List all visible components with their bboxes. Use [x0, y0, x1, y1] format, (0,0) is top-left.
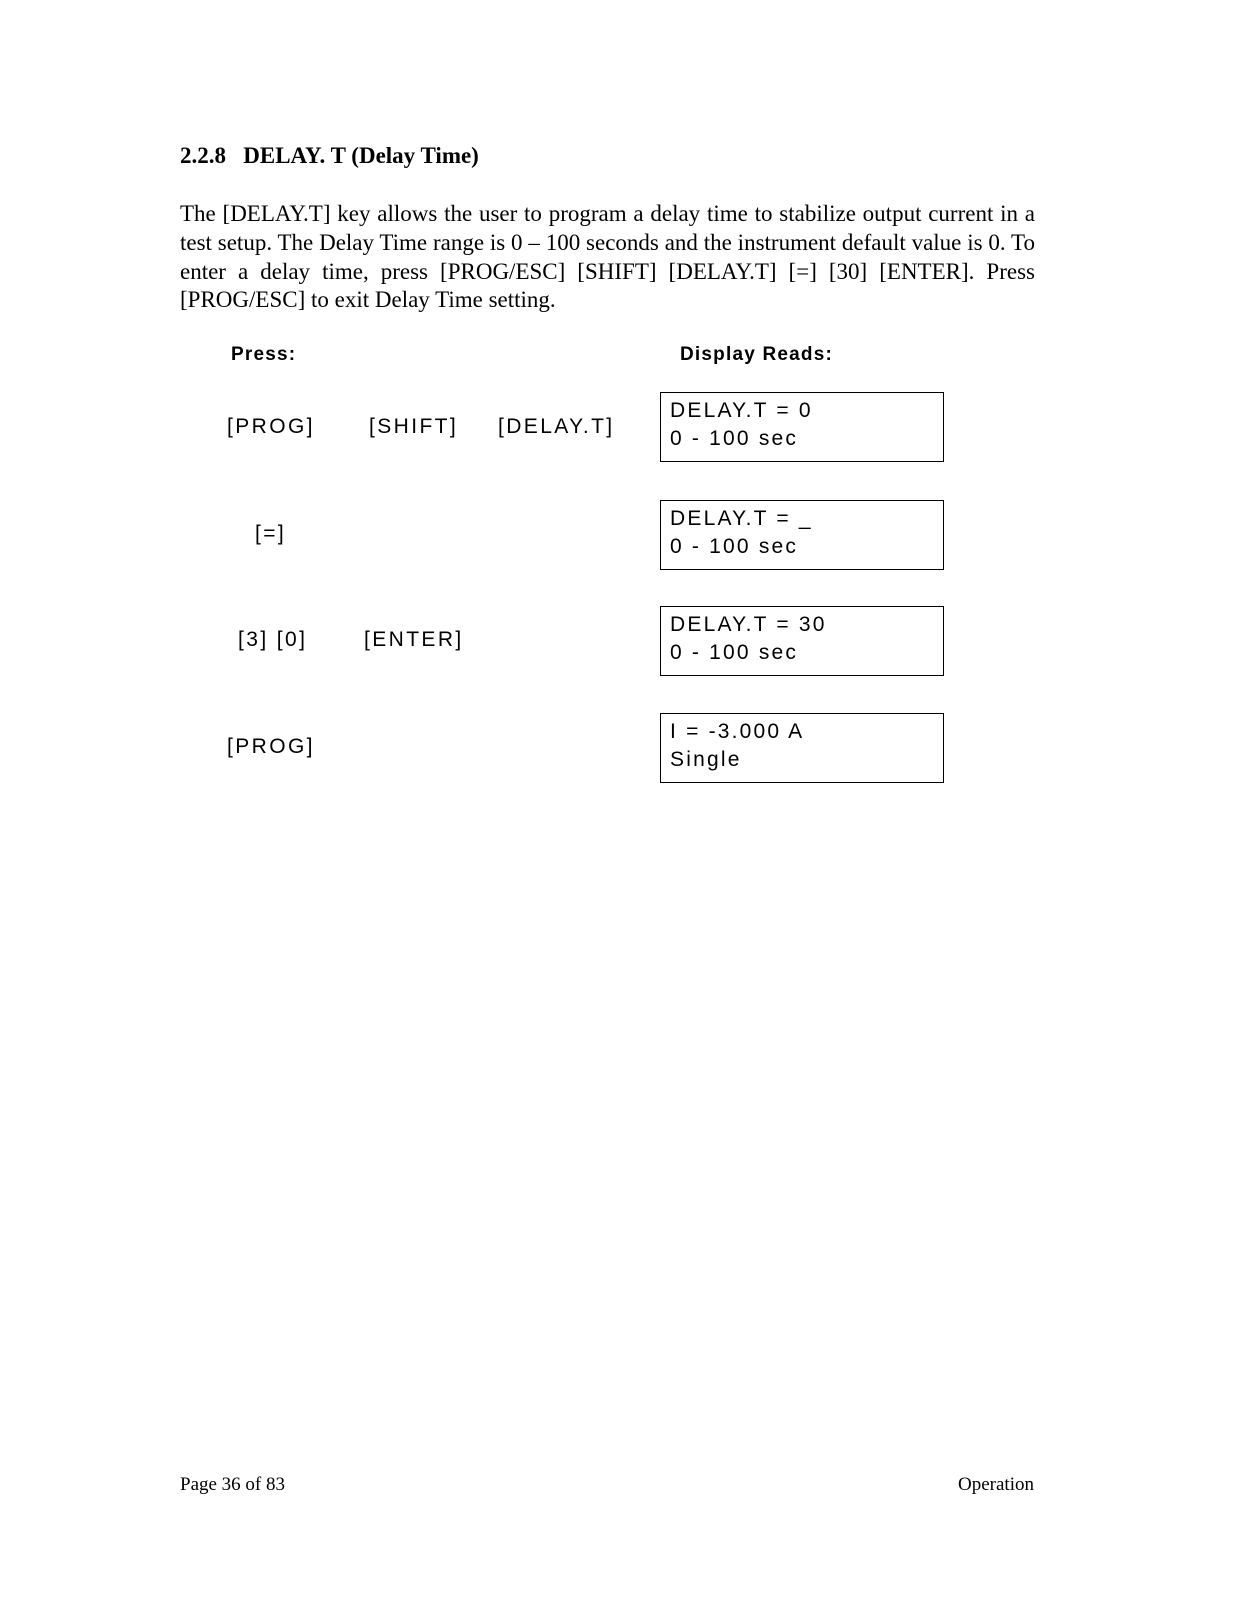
intro-paragraph: The [DELAY.T] key allows the user to program a delay time to stabilize output current in a test setup. The Delay Time range is 0 – 100 seconds and the instrument default value is 0. To enter a delay time, press [PROG/ESC] [SHIFT] [DELAY.T] [=] [30] [ENTER]. Press [PROG/ESC] to exit Delay Time setting.	[180, 201, 1035, 313]
key-prog: [PROG]	[227, 735, 315, 758]
lcd-line-1: DELAY.T = 0	[670, 399, 813, 422]
key-enter: [ENTER]	[364, 628, 464, 651]
lcd-display-4	[660, 713, 944, 783]
lcd-line-1: DELAY.T = 30	[670, 613, 827, 636]
key-shift: [SHIFT]	[369, 415, 459, 438]
page-number: Page 36 of 83	[180, 1474, 286, 1495]
lcd-line-2: Single	[670, 748, 742, 771]
display-column-header: Display Reads:	[680, 344, 834, 365]
lcd-line-2: 0 - 100 sec	[670, 427, 799, 450]
lcd-display-2	[660, 500, 944, 570]
lcd-display-3	[660, 606, 944, 676]
lcd-line-1: I = -3.000 A	[670, 720, 805, 743]
key-prog: [PROG]	[227, 415, 315, 438]
lcd-display-1	[660, 392, 944, 462]
key-equals: [=]	[255, 522, 287, 545]
lcd-line-2: 0 - 100 sec	[670, 535, 799, 558]
lcd-line-2: 0 - 100 sec	[670, 641, 799, 664]
key-3-0: [3] [0]	[238, 628, 308, 651]
lcd-line-1: DELAY.T = _	[670, 507, 813, 530]
key-delay-t: [DELAY.T]	[498, 415, 615, 438]
footer-section-name: Operation	[958, 1474, 1034, 1495]
section-heading: 2.2.8 DELAY. T (Delay Time)	[180, 143, 479, 168]
press-column-header: Press:	[231, 344, 297, 365]
